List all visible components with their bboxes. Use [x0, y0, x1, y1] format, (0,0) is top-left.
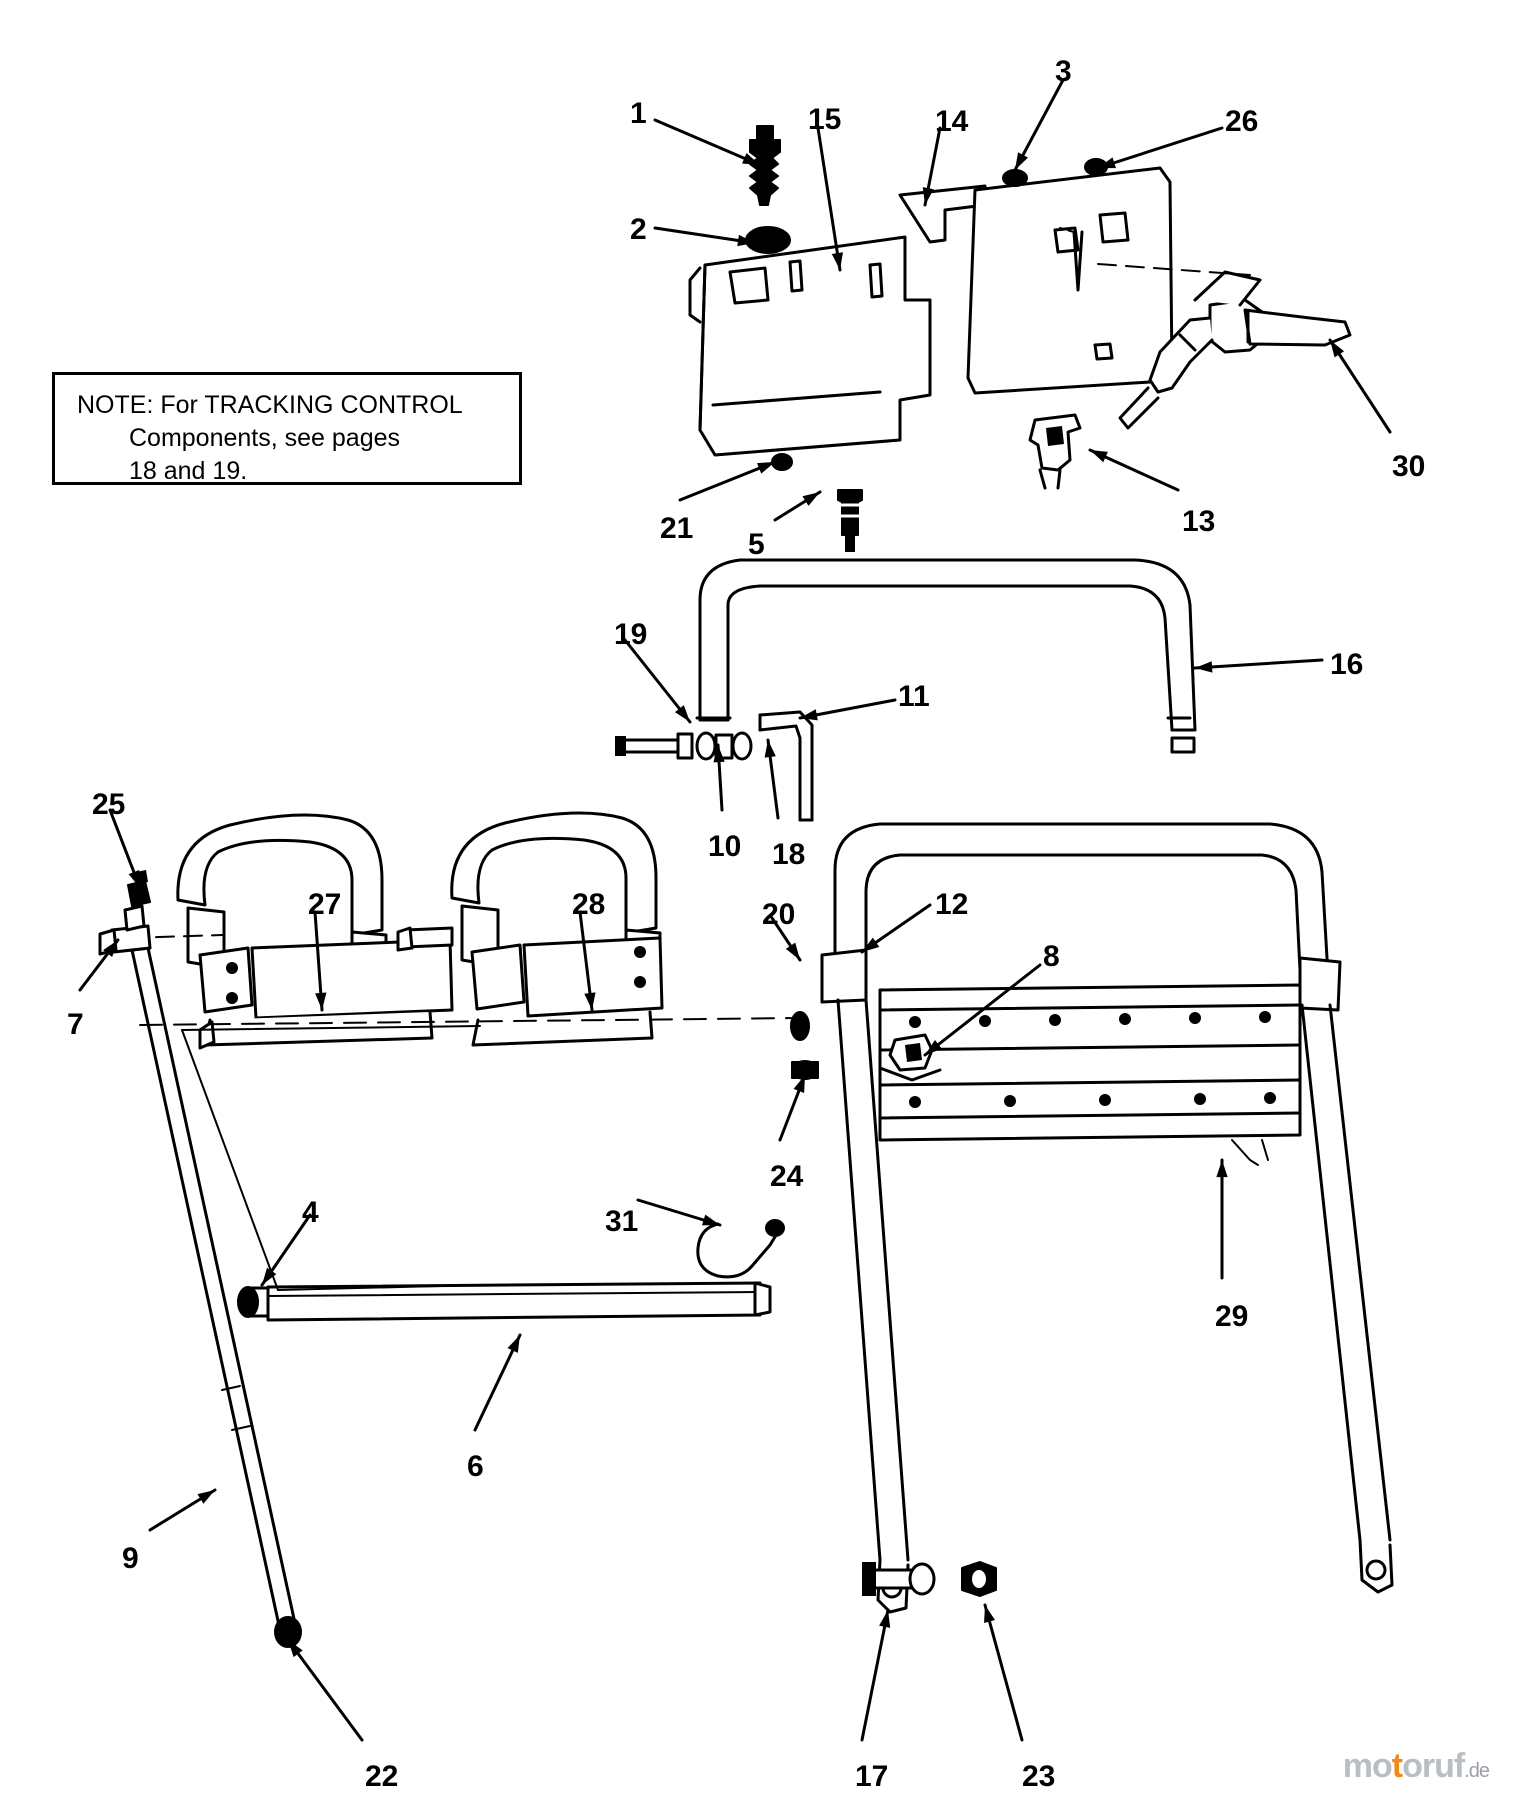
part-4-pin [238, 1287, 268, 1317]
callout-arrowhead-21 [757, 462, 775, 474]
part-7-fitting [100, 906, 150, 954]
callout-number-13: 13 [1182, 505, 1216, 538]
callout-arrowhead-20 [786, 943, 800, 960]
callout-number-5: 5 [748, 528, 765, 561]
callout-arrowhead-30 [1330, 340, 1344, 357]
watermark-logo [1343, 1747, 1489, 1786]
callout-number-20: 20 [762, 898, 796, 931]
callout-number-12: 12 [935, 888, 969, 921]
watermark-middle: oruf [1402, 1747, 1465, 1785]
watermark-prefix: mo [1342, 1747, 1392, 1785]
callout-number-1: 1 [630, 97, 647, 130]
callout-leader-17 [862, 1610, 888, 1740]
callout-number-25: 25 [92, 788, 126, 821]
note-line-3: 18 and 19. [129, 457, 248, 485]
part-20-24-hardware [791, 1012, 819, 1080]
callout-arrowhead-18 [765, 740, 776, 758]
callout-number-26: 26 [1225, 105, 1259, 138]
callout-arrowhead-5 [803, 492, 820, 506]
callout-leader-16 [1195, 660, 1322, 668]
part-31-hook [698, 1220, 784, 1277]
callout-number-17: 17 [855, 1760, 889, 1793]
callout-leader-23 [985, 1605, 1022, 1740]
part-1-bolt [750, 126, 780, 205]
callout-number-16: 16 [1330, 648, 1364, 681]
callout-arrowhead-29 [1216, 1160, 1227, 1177]
callout-arrowhead-3 [1015, 152, 1028, 170]
part-16-upper-handle [697, 560, 1195, 752]
callout-number-11: 11 [898, 680, 930, 713]
callout-number-28: 28 [572, 888, 606, 921]
part-12-lower-handle-frame [822, 824, 1340, 1010]
callout-number-10: 10 [708, 830, 742, 863]
callout-leader-22 [288, 1640, 362, 1740]
callout-number-18: 18 [772, 838, 806, 871]
callout-number-14: 14 [935, 105, 969, 138]
callout-number-3: 3 [1055, 55, 1072, 88]
callout-number-4: 4 [302, 1196, 319, 1229]
callout-number-9: 9 [122, 1542, 139, 1575]
part-right-housing-plate [900, 158, 1172, 393]
callout-number-21: 21 [660, 512, 694, 545]
part-left-housing-plate [690, 237, 930, 455]
callout-leader-26 [1098, 128, 1222, 168]
part-19-bolt [615, 734, 692, 758]
callout-number-29: 29 [1215, 1300, 1249, 1333]
part-5-bolt [834, 490, 866, 552]
watermark-suffix: .de [1464, 1760, 1489, 1782]
callout-arrowhead-31 [702, 1215, 720, 1226]
note-box [52, 372, 522, 485]
callout-arrowhead-9 [197, 1490, 215, 1504]
callout-leader-1 [655, 120, 760, 165]
part-11-rod [760, 712, 812, 820]
part-23-nut [962, 1562, 996, 1596]
part-2-knob [746, 227, 790, 253]
part-29-cross-bar [880, 985, 1300, 1165]
callout-arrowhead-13 [1090, 450, 1108, 462]
part-10-18-hardware [697, 733, 751, 759]
callout-arrowhead-6 [508, 1335, 520, 1353]
callout-number-6: 6 [467, 1450, 484, 1483]
note-line-1: NOTE: For TRACKING CONTROL [77, 391, 463, 419]
callout-number-15: 15 [808, 103, 842, 136]
callout-number-22: 22 [365, 1760, 399, 1793]
note-line-2: Components, see pages [129, 424, 401, 452]
callout-number-24: 24 [770, 1160, 804, 1193]
callout-number-27: 27 [308, 888, 342, 921]
watermark-accent: t [1391, 1747, 1403, 1785]
callout-number-8: 8 [1043, 940, 1060, 973]
callout-arrowhead-23 [984, 1605, 995, 1623]
part-13-clamp [1030, 415, 1080, 488]
callout-number-19: 19 [614, 618, 648, 651]
callout-number-2: 2 [630, 213, 647, 246]
callout-number-23: 23 [1022, 1760, 1056, 1793]
callout-number-30: 30 [1392, 450, 1426, 483]
callout-number-7: 7 [67, 1008, 84, 1041]
callout-number-31: 31 [605, 1205, 639, 1238]
